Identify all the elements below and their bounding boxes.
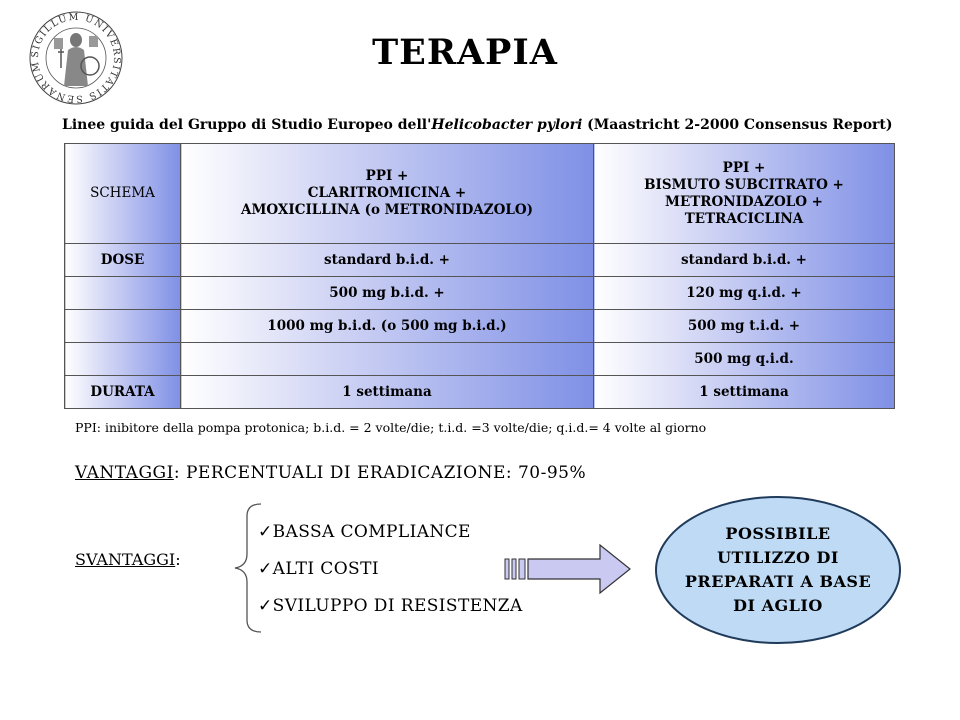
page-title: TERAPIA — [372, 32, 558, 73]
table-header-row — [65, 144, 895, 244]
subtitle-prefix: Linee guida del Gruppo di Studio Europeo dell' — [62, 117, 432, 133]
header-line: PPI + — [722, 159, 766, 176]
svg-text:SIGILLUM UNIVERSITATIS SENARUM: SIGILLUM UNIVERSITATIS SENARUM — [29, 11, 123, 105]
table-row — [65, 376, 895, 409]
table-cell: 1000 mg b.i.d. (o 500 mg b.i.d.) — [181, 310, 594, 343]
table-cell: 500 mg b.i.d. + — [181, 277, 594, 310]
table-row — [65, 244, 895, 277]
header-line: AMOXICILLINA (o METRONIDAZOLO) — [240, 202, 534, 218]
page-subtitle — [62, 117, 952, 133]
list-item — [258, 559, 523, 596]
table-cell — [181, 343, 594, 376]
right-arrow-icon — [504, 543, 632, 595]
table-footnote: PPI: inibitore della pompa protonica; b.i.d. = 2 volte/die; t.i.d. =3 volte/die; q.i.d.= 4 volte al giorno — [75, 420, 707, 435]
subtitle-italic: Helicobacter pylori — [431, 117, 583, 133]
header-cell-regimen-2 — [594, 144, 895, 244]
table-cell — [65, 310, 181, 343]
subtitle-suffix: (Maastricht 2-2000 Consensus Report) — [582, 117, 893, 133]
checkmark-icon: ✓ — [258, 522, 273, 542]
table-cell: standard b.i.d. + — [181, 244, 594, 277]
table-cell: 500 mg t.i.d. + — [594, 310, 895, 343]
therapy-table — [64, 143, 895, 409]
svantaggi-colon: : — [175, 550, 181, 569]
table-cell: 1 settimana — [594, 376, 895, 409]
svantaggi-list — [258, 522, 523, 633]
garlic-preparations-oval — [655, 496, 901, 644]
header-cell-regimen-1 — [181, 144, 594, 244]
list-item — [258, 522, 523, 559]
table-cell — [65, 343, 181, 376]
vantaggi-line — [75, 463, 586, 483]
table-cell: DOSE — [65, 244, 181, 277]
table-cell: 500 mg q.i.d. — [594, 343, 895, 376]
vantaggi-label: VANTAGGI — [75, 463, 174, 483]
header-line: TETRACICLINA — [684, 210, 804, 227]
svantaggi-line — [75, 550, 181, 569]
table-cell: 1 settimana — [181, 376, 594, 409]
header-line: CLARITROMICINA + — [307, 185, 467, 201]
table-cell: 120 mg q.i.d. + — [594, 277, 895, 310]
table-row — [65, 343, 895, 376]
header-line: BISMUTO SUBCITRATO + — [644, 176, 844, 193]
list-item-label: BASSA COMPLIANCE — [272, 522, 471, 542]
checkmark-icon: ✓ — [258, 559, 273, 579]
table-cell: DURATA — [65, 376, 181, 409]
list-item — [258, 596, 523, 633]
header-line: METRONIDAZOLO + — [665, 193, 823, 210]
table-cell: standard b.i.d. + — [594, 244, 895, 277]
header-cell-schema: SCHEMA — [65, 144, 181, 244]
table-row — [65, 277, 895, 310]
list-item-label: SVILUPPO DI RESISTENZA — [272, 596, 523, 616]
svantaggi-label: SVANTAGGI — [75, 550, 176, 569]
header-line: PPI + — [365, 168, 409, 184]
oval-text: POSSIBILE UTILIZZO DI PREPARATI A BASE DI AGLIO — [684, 524, 872, 615]
table-row — [65, 310, 895, 343]
checkmark-icon: ✓ — [258, 596, 273, 616]
list-item-label: ALTI COSTI — [272, 559, 379, 579]
table-cell — [65, 277, 181, 310]
vantaggi-text: : PERCENTUALI DI ERADICAZIONE: 70-95% — [173, 463, 587, 483]
